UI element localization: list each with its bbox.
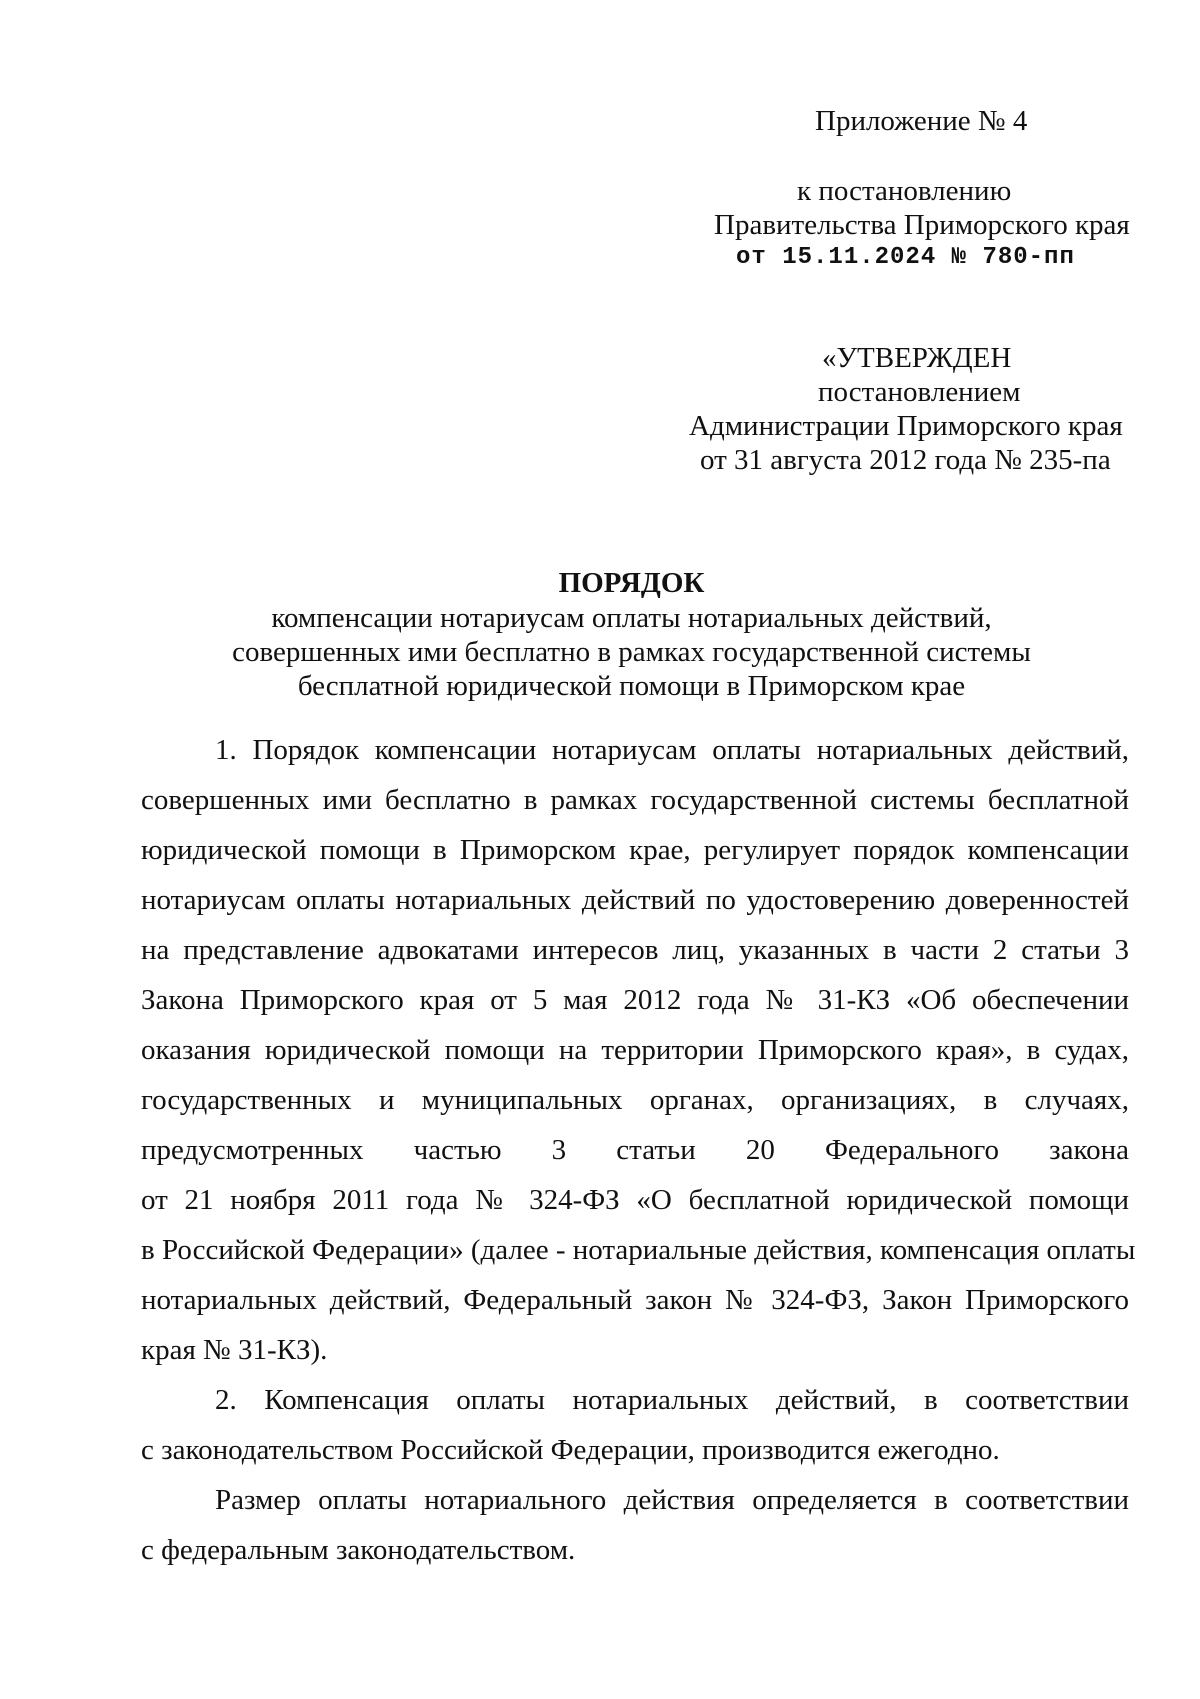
- approval-administration: Администрации Приморского края: [689, 410, 1123, 442]
- paragraph-1-line: нотариусам оплаты нотариальных действий по удостоверению доверенностей: [141, 884, 1129, 916]
- paragraph-1-line: на представление адвокатами интересов лиц, указанных в части 2 статьи 3: [141, 934, 1129, 966]
- approval-by-resolution: постановлением: [818, 376, 1021, 408]
- paragraph-1-line: Закона Приморского края от 5 мая 2012 года № 31-КЗ «Об обеспечении: [141, 984, 1129, 1016]
- paragraph-1-line: в Российской Федерации» (далее - нотариальные действия, компенсация оплаты: [141, 1234, 1136, 1266]
- paragraph-3-line: с федеральным законодательством.: [141, 1534, 576, 1566]
- title-line-3: бесплатной юридической помощи в Приморском крае: [297, 670, 966, 702]
- paragraph-1-line: государственных и муниципальных органах, организациях, в случаях,: [141, 1084, 1129, 1116]
- paragraph-1-line: предусмотренных частью 3 статьи 20 Федерального закона: [141, 1134, 1129, 1166]
- paragraph-2-line: 2. Компенсация оплаты нотариальных действий, в соответствии: [215, 1384, 1129, 1416]
- title-line-1: компенсации нотариусам оплаты нотариальных действий,: [271, 602, 992, 634]
- appendix-government: Правительства Приморского края: [714, 209, 1130, 241]
- paragraph-3-line: Размер оплаты нотариального действия определяется в соответствии: [215, 1484, 1129, 1516]
- approval-date-number: от 31 августа 2012 года № 235-па: [700, 444, 1111, 476]
- appendix-to-resolution: к постановлению: [797, 175, 1012, 207]
- registration-number: от 15.11.2024 № 780-пп: [736, 244, 1075, 271]
- paragraph-1-line: совершенных ими бесплатно в рамках государственной системы бесплатной: [141, 784, 1129, 816]
- paragraph-1-line: 1. Порядок компенсации нотариусам оплаты нотариальных действий,: [215, 734, 1129, 766]
- paragraph-2-line: с законодательством Российской Федерации, производится ежегодно.: [141, 1434, 1000, 1466]
- title-line-2: совершенных ими бесплатно в рамках государственной системы: [232, 636, 1031, 668]
- paragraph-1-line: от 21 ноября 2011 года № 324-ФЗ «О бесплатной юридической помощи: [141, 1184, 1129, 1216]
- document-heading: ПОРЯДОК: [558, 567, 705, 599]
- approval-approved: «УТВЕРЖДЕН: [822, 342, 1012, 374]
- appendix-label: Приложение № 4: [815, 105, 1028, 137]
- paragraph-1-line: нотариальных действий, Федеральный закон № 324-ФЗ, Закон Приморского: [141, 1284, 1129, 1316]
- paragraph-1-line: юридической помощи в Приморском крае, регулирует порядок компенсации: [141, 834, 1129, 866]
- paragraph-1-line: края № 31-КЗ).: [141, 1334, 328, 1366]
- paragraph-1-line: оказания юридической помощи на территории Приморского края», в судах,: [141, 1034, 1129, 1066]
